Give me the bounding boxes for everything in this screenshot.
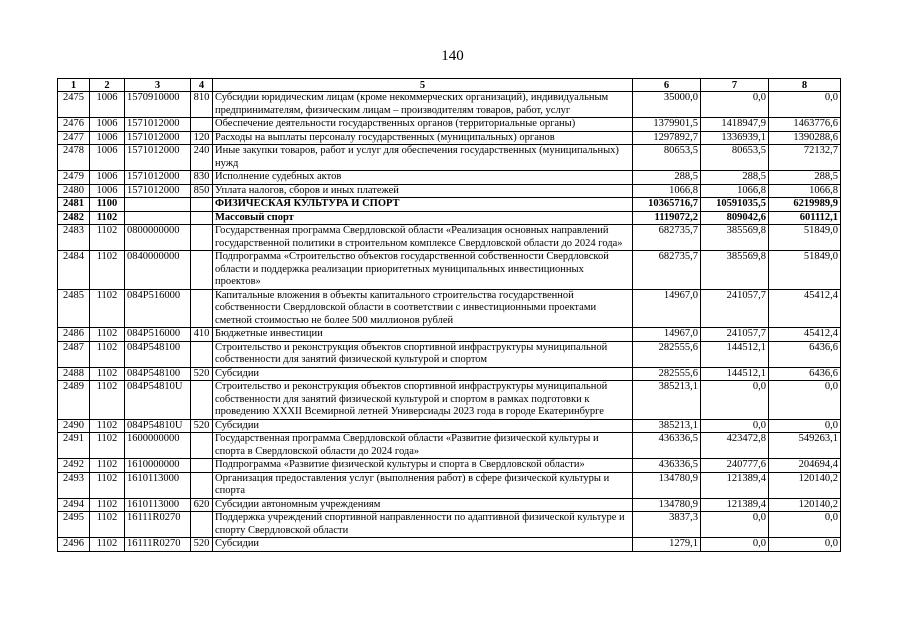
row-number-cell: 2486 <box>58 328 90 342</box>
amount-cell: 1066,8 <box>633 184 701 198</box>
section-code-cell: 1102 <box>90 419 125 433</box>
expense-type-cell: 620 <box>191 498 213 512</box>
amount-cell: 6219989,9 <box>769 198 841 212</box>
section-code-cell: 1102 <box>90 328 125 342</box>
row-number-cell: 2476 <box>58 118 90 132</box>
column-header: 6 <box>633 79 701 92</box>
expense-type-cell <box>191 225 213 251</box>
description-cell: Исполнение судебных актов <box>213 171 633 185</box>
target-code-cell: 1610113000 <box>125 498 191 512</box>
amount-cell: 1066,8 <box>701 184 769 198</box>
header-row <box>58 79 841 92</box>
row-number-cell: 2480 <box>58 184 90 198</box>
amount-cell: 134780,9 <box>633 472 701 498</box>
amount-cell: 121389,4 <box>701 498 769 512</box>
amount-cell: 809042,6 <box>701 211 769 225</box>
amount-cell: 120140,2 <box>769 472 841 498</box>
section-code-cell: 1102 <box>90 251 125 290</box>
table-row <box>58 433 841 459</box>
amount-cell: 80653,5 <box>633 145 701 171</box>
amount-cell: 282555,6 <box>633 341 701 367</box>
table-row <box>58 328 841 342</box>
section-code-cell: 1102 <box>90 472 125 498</box>
section-code-cell: 1102 <box>90 341 125 367</box>
amount-cell: 436336,5 <box>633 433 701 459</box>
target-code-cell: 084Р548100 <box>125 367 191 381</box>
row-number-cell: 2493 <box>58 472 90 498</box>
table-row <box>58 538 841 552</box>
amount-cell: 0,0 <box>769 512 841 538</box>
amount-cell: 10591035,5 <box>701 198 769 212</box>
amount-cell: 1379901,5 <box>633 118 701 132</box>
table-row <box>58 459 841 473</box>
section-code-cell: 1102 <box>90 498 125 512</box>
amount-cell: 0,0 <box>769 419 841 433</box>
target-code-cell: 1610000000 <box>125 459 191 473</box>
expense-type-cell <box>191 459 213 473</box>
row-number-cell: 2477 <box>58 131 90 145</box>
amount-cell: 0,0 <box>701 512 769 538</box>
target-code-cell: 084Р54810U <box>125 419 191 433</box>
row-number-cell: 2489 <box>58 381 90 420</box>
expense-type-cell <box>191 289 213 328</box>
amount-cell: 385213,1 <box>633 419 701 433</box>
section-code-cell: 1102 <box>90 459 125 473</box>
amount-cell: 45412,4 <box>769 328 841 342</box>
description-cell: Субсидии автономным учреждениям <box>213 498 633 512</box>
description-cell: Иные закупки товаров, работ и услуг для обеспечения государственных (муниципальных) нужд <box>213 145 633 171</box>
amount-cell: 144512,1 <box>701 367 769 381</box>
description-cell: Субсидии <box>213 419 633 433</box>
expense-type-cell: 240 <box>191 145 213 171</box>
row-number-cell: 2495 <box>58 512 90 538</box>
target-code-cell: 1571012000 <box>125 118 191 132</box>
expense-type-cell: 410 <box>191 328 213 342</box>
amount-cell: 3837,3 <box>633 512 701 538</box>
target-code-cell <box>125 211 191 225</box>
amount-cell: 682735,7 <box>633 251 701 290</box>
row-number-cell: 2483 <box>58 225 90 251</box>
amount-cell: 1297892,7 <box>633 131 701 145</box>
amount-cell: 0,0 <box>769 381 841 420</box>
amount-cell: 0,0 <box>701 381 769 420</box>
row-number-cell: 2496 <box>58 538 90 552</box>
table-row <box>58 145 841 171</box>
amount-cell: 282555,6 <box>633 367 701 381</box>
table-row <box>58 341 841 367</box>
amount-cell: 1066,8 <box>769 184 841 198</box>
target-code-cell: 16111R0270 <box>125 512 191 538</box>
amount-cell: 385569,8 <box>701 251 769 290</box>
column-header: 4 <box>191 79 213 92</box>
amount-cell: 6436,6 <box>769 341 841 367</box>
expense-type-cell: 520 <box>191 419 213 433</box>
table-row <box>58 118 841 132</box>
amount-cell: 1279,1 <box>633 538 701 552</box>
amount-cell: 682735,7 <box>633 225 701 251</box>
row-number-cell: 2491 <box>58 433 90 459</box>
description-cell: Государственная программа Свердловской области «Реализация основных направлений государственной политики в строительном комплексе Свердловской области до 2024 года» <box>213 225 633 251</box>
row-number-cell: 2481 <box>58 198 90 212</box>
description-cell: Расходы на выплаты персоналу государственных (муниципальных) органов <box>213 131 633 145</box>
target-code-cell: 084Р548100 <box>125 341 191 367</box>
target-code-cell: 1570910000 <box>125 92 191 118</box>
description-cell: Подпрограмма «Развитие физической культуры и спорта в Свердловской области» <box>213 459 633 473</box>
table-row <box>58 171 841 185</box>
description-cell: Субсидии <box>213 538 633 552</box>
target-code-cell: 0840000000 <box>125 251 191 290</box>
table-row <box>58 131 841 145</box>
amount-cell: 385213,1 <box>633 381 701 420</box>
description-cell: Поддержка учреждений спортивной направленности по адаптивной физической культуре и спорту Свердловской области <box>213 512 633 538</box>
expense-type-cell <box>191 433 213 459</box>
expense-type-cell: 120 <box>191 131 213 145</box>
amount-cell: 35000,0 <box>633 92 701 118</box>
expense-type-cell: 520 <box>191 538 213 552</box>
amount-cell: 601112,1 <box>769 211 841 225</box>
table-body <box>58 92 841 552</box>
amount-cell: 1119072,2 <box>633 211 701 225</box>
amount-cell: 241057,7 <box>701 289 769 328</box>
row-number-cell: 2490 <box>58 419 90 433</box>
amount-cell: 288,5 <box>633 171 701 185</box>
expense-type-cell: 850 <box>191 184 213 198</box>
table-row <box>58 211 841 225</box>
row-number-cell: 2478 <box>58 145 90 171</box>
target-code-cell: 1600000000 <box>125 433 191 459</box>
section-code-cell: 1006 <box>90 92 125 118</box>
table-row <box>58 92 841 118</box>
row-number-cell: 2487 <box>58 341 90 367</box>
expense-type-cell <box>191 251 213 290</box>
page-number: 140 <box>441 48 464 64</box>
expense-type-cell <box>191 381 213 420</box>
budget-table <box>57 78 841 552</box>
column-header: 1 <box>58 79 90 92</box>
row-number-cell: 2494 <box>58 498 90 512</box>
description-cell: Капитальные вложения в объекты капитального строительства государственной собственности Свердловской области в соответствии с инвестиционными проектами сметной стоимостью не более 500 миллионов рублей <box>213 289 633 328</box>
expense-type-cell <box>191 198 213 212</box>
amount-cell: 0,0 <box>701 92 769 118</box>
expense-type-cell <box>191 472 213 498</box>
description-cell: Организация предоставления услуг (выполнения работ) в сфере физической культуры и спорта <box>213 472 633 498</box>
description-cell: Массовый спорт <box>213 211 633 225</box>
section-code-cell: 1006 <box>90 171 125 185</box>
section-code-cell: 1100 <box>90 198 125 212</box>
description-cell: Государственная программа Свердловской области «Развитие физической культуры и спорта в Свердловской области до 2024 года» <box>213 433 633 459</box>
table-row <box>58 419 841 433</box>
target-code-cell: 16111R0270 <box>125 538 191 552</box>
section-code-cell: 1006 <box>90 145 125 171</box>
amount-cell: 51849,0 <box>769 251 841 290</box>
section-code-cell: 1102 <box>90 225 125 251</box>
section-code-cell: 1006 <box>90 118 125 132</box>
target-code-cell <box>125 198 191 212</box>
amount-cell: 1463776,6 <box>769 118 841 132</box>
amount-cell: 288,5 <box>769 171 841 185</box>
description-cell: ФИЗИЧЕСКАЯ КУЛЬТУРА И СПОРТ <box>213 198 633 212</box>
amount-cell: 549263,1 <box>769 433 841 459</box>
target-code-cell: 1571012000 <box>125 184 191 198</box>
amount-cell: 0,0 <box>769 538 841 552</box>
amount-cell: 1390288,6 <box>769 131 841 145</box>
row-number-cell: 2482 <box>58 211 90 225</box>
expense-type-cell: 830 <box>191 171 213 185</box>
amount-cell: 0,0 <box>701 538 769 552</box>
row-number-cell: 2488 <box>58 367 90 381</box>
amount-cell: 51849,0 <box>769 225 841 251</box>
table-row <box>58 251 841 290</box>
table-row <box>58 225 841 251</box>
amount-cell: 72132,7 <box>769 145 841 171</box>
description-cell: Обеспечение деятельности государственных органов (территориальные органы) <box>213 118 633 132</box>
row-number-cell: 2479 <box>58 171 90 185</box>
section-code-cell: 1102 <box>90 538 125 552</box>
amount-cell: 0,0 <box>701 419 769 433</box>
table-row <box>58 198 841 212</box>
amount-cell: 436336,5 <box>633 459 701 473</box>
amount-cell: 0,0 <box>769 92 841 118</box>
amount-cell: 10365716,7 <box>633 198 701 212</box>
section-code-cell: 1006 <box>90 131 125 145</box>
description-cell: Подпрограмма «Строительство объектов государственной собственности Свердловской области и поддержка реализации приоритетных муниципальных инвестиционных проектов» <box>213 251 633 290</box>
amount-cell: 423472,8 <box>701 433 769 459</box>
expense-type-cell <box>191 211 213 225</box>
section-code-cell: 1102 <box>90 512 125 538</box>
amount-cell: 45412,4 <box>769 289 841 328</box>
target-code-cell: 0800000000 <box>125 225 191 251</box>
section-code-cell: 1102 <box>90 381 125 420</box>
amount-cell: 241057,7 <box>701 328 769 342</box>
table-row <box>58 367 841 381</box>
target-code-cell: 1571012000 <box>125 131 191 145</box>
description-cell: Строительство и реконструкция объектов спортивной инфраструктуры муниципальной собственности для занятий физической культурой и спортом <box>213 341 633 367</box>
target-code-cell: 1610113000 <box>125 472 191 498</box>
expense-type-cell: 810 <box>191 92 213 118</box>
target-code-cell: 084Р516000 <box>125 289 191 328</box>
target-code-cell: 084Р54810U <box>125 381 191 420</box>
table-row <box>58 184 841 198</box>
description-cell: Строительство и реконструкция объектов спортивной инфраструктуры муниципальной собственности для занятий физической культурой и спортом в рамках подготовки к проведению XXXII Всемирной летней Универсиады 2023 года в городе Екатеринбурге <box>213 381 633 420</box>
amount-cell: 121389,4 <box>701 472 769 498</box>
row-number-cell: 2485 <box>58 289 90 328</box>
section-code-cell: 1102 <box>90 433 125 459</box>
target-code-cell: 084Р516000 <box>125 328 191 342</box>
amount-cell: 14967,0 <box>633 289 701 328</box>
description-cell: Уплата налогов, сборов и иных платежей <box>213 184 633 198</box>
column-header: 2 <box>90 79 125 92</box>
table-row <box>58 512 841 538</box>
section-code-cell: 1102 <box>90 289 125 328</box>
amount-cell: 14967,0 <box>633 328 701 342</box>
description-cell: Субсидии <box>213 367 633 381</box>
amount-cell: 240777,6 <box>701 459 769 473</box>
table-row <box>58 289 841 328</box>
column-header: 3 <box>125 79 191 92</box>
amount-cell: 204694,4 <box>769 459 841 473</box>
column-header: 7 <box>701 79 769 92</box>
row-number-cell: 2475 <box>58 92 90 118</box>
target-code-cell: 1571012000 <box>125 171 191 185</box>
amount-cell: 6436,6 <box>769 367 841 381</box>
section-code-cell: 1006 <box>90 184 125 198</box>
section-code-cell: 1102 <box>90 367 125 381</box>
amount-cell: 80653,5 <box>701 145 769 171</box>
amount-cell: 120140,2 <box>769 498 841 512</box>
section-code-cell: 1102 <box>90 211 125 225</box>
expense-type-cell <box>191 341 213 367</box>
description-cell: Бюджетные инвестиции <box>213 328 633 342</box>
expense-type-cell: 520 <box>191 367 213 381</box>
amount-cell: 1336939,1 <box>701 131 769 145</box>
amount-cell: 134780,9 <box>633 498 701 512</box>
description-cell: Субсидии юридическим лицам (кроме некоммерческих организаций), индивидуальным предпринимателям, физическим лицам – производителям товаров, работ, услуг <box>213 92 633 118</box>
table-row <box>58 381 841 420</box>
expense-type-cell <box>191 118 213 132</box>
column-header: 8 <box>769 79 841 92</box>
amount-cell: 288,5 <box>701 171 769 185</box>
amount-cell: 1418947,9 <box>701 118 769 132</box>
amount-cell: 385569,8 <box>701 225 769 251</box>
expense-type-cell <box>191 512 213 538</box>
target-code-cell: 1571012000 <box>125 145 191 171</box>
amount-cell: 144512,1 <box>701 341 769 367</box>
table-row <box>58 498 841 512</box>
row-number-cell: 2484 <box>58 251 90 290</box>
row-number-cell: 2492 <box>58 459 90 473</box>
table-row <box>58 472 841 498</box>
column-header: 5 <box>213 79 633 92</box>
